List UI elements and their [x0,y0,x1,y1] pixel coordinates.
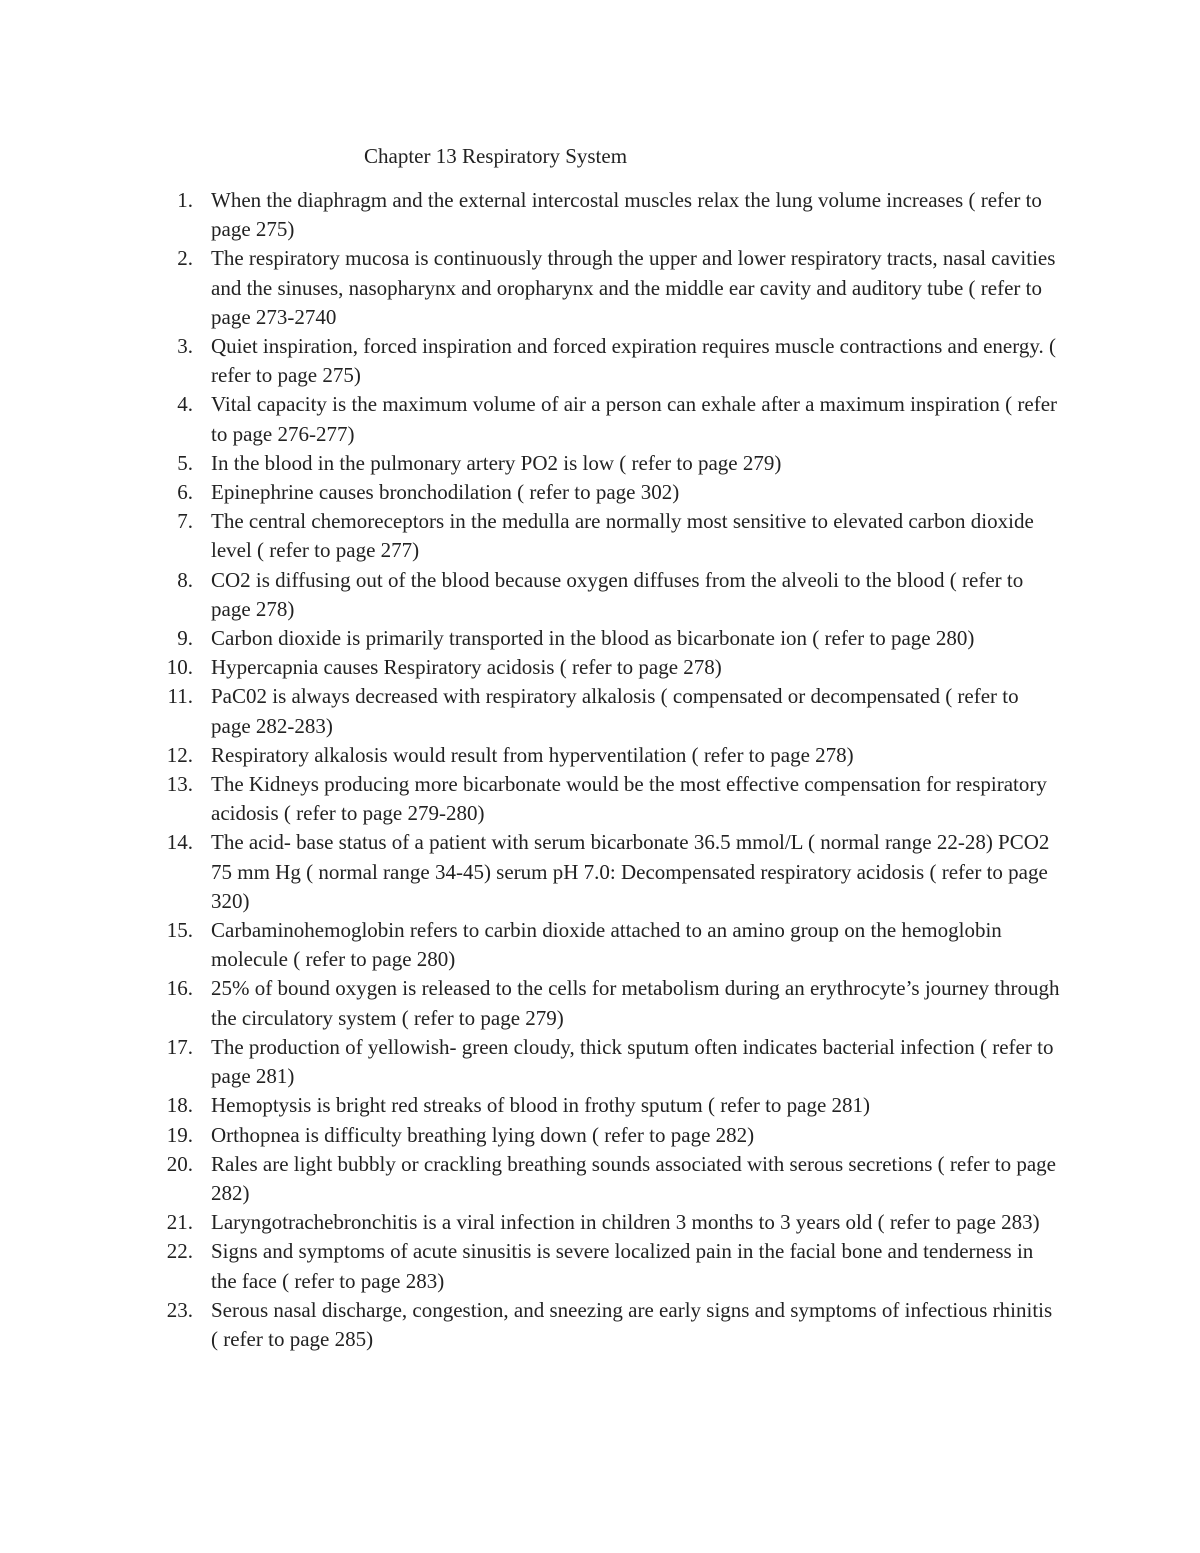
list-item [0,390,1061,448]
list-item-number: 5. [177,450,193,475]
list-item-number: 16. [166,976,193,1001]
list-item-text: PaC02 is always decreased with respiratory alkalosis ( compensated or decompensated ( refer to page 282-283) [211,684,1019,738]
list-item-number: 6. [177,480,193,505]
list-item-number: 9. [177,626,193,651]
list-item-text: CO2 is diffusing out of the blood because oxygen diffuses from the alveoli to the blood ( refer to page 278) [211,567,1024,621]
list-item [0,1237,1061,1295]
list-item-number: 22. [166,1239,193,1264]
list-item-number: 7. [177,509,193,534]
list-item-text: Signs and symptoms of acute sinusitis is severe localized pain in the facial bone and tenderness in the face ( refer to page 283) [211,1239,1034,1293]
list-item-number: 21. [166,1210,193,1235]
list-item-number: 2. [177,246,193,271]
list-item-number: 15. [166,918,193,943]
list-item-text: Hemoptysis is bright red streaks of blood in frothy sputum ( refer to page 281) [211,1093,871,1118]
list-item-text: The respiratory mucosa is continuously through the upper and lower respiratory tracts, nasal cavities and the sinuses, nasopharynx and oropharynx and the middle ear cavity and auditory tube ( refer to page 273-2740 [211,246,1056,329]
list-item-number: 12. [166,742,193,767]
list-item-number: 1. [177,188,193,212]
list-item [0,1091,1061,1120]
list-item [0,449,1061,478]
list-item-text: The production of yellowish- green cloudy, thick sputum often indicates bacterial infection ( refer to page 281) [211,1034,1054,1089]
list-item-text: In the blood in the pulmonary artery PO2 is low ( refer to page 279) [211,450,782,475]
list-item-text: The Kidneys producing more bicarbonate would be the most effective compensation for respiratory acidosis ( refer to page 279-280) [211,772,1047,826]
list-item [0,332,1061,390]
list-item-number: 3. [177,334,193,359]
list-item [0,186,1061,244]
list-item [0,1150,1061,1208]
list-item-text: Epinephrine causes bronchodilation ( refer to page 302) [211,480,680,505]
list-item [0,1121,1061,1150]
list-item-text: When the diaphragm and the external intercostal muscles relax the lung volume increases ( refer to page 275) [211,188,1042,242]
question-list [0,186,1200,1354]
list-item-text: Respiratory alkalosis would result from hyperventilation ( refer to page 278) [211,742,854,767]
list-item [0,974,1061,1032]
list-item-text: Carbon dioxide is primarily transported in the blood as bicarbonate ion ( refer to page 280) [211,626,975,651]
list-item-number: 10. [166,655,193,680]
list-item [0,1208,1061,1237]
list-item-text: Carbaminohemoglobin refers to carbin dioxide attached to an amino group on the hemoglobin molecule ( refer to page 280) [211,918,1002,972]
list-item-number: 11. [167,684,193,709]
list-item [0,624,1061,653]
list-item-text: Laryngotrachebronchitis is a viral infection in children 3 months to 3 years old ( refer to page 283) [211,1210,1040,1235]
list-item [0,507,1061,565]
list-item-number: 17. [166,1034,193,1059]
list-item-text: Serous nasal discharge, congestion, and sneezing are early signs and symptoms of infectious rhinitis ( refer to page 285) [211,1297,1053,1351]
list-item [0,741,1061,770]
list-item [0,770,1061,828]
list-item-text: Hypercapnia causes Respiratory acidosis ( refer to page 278) [211,655,722,680]
list-item-number: 4. [177,392,193,417]
list-item [0,1296,1061,1354]
list-item-text: Vital capacity is the maximum volume of air a person can exhale after a maximum inspiration ( refer to page 276-277) [211,392,1058,446]
list-item-number: 8. [177,567,193,592]
list-item-text: 25% of bound oxygen is released to the cells for metabolism during an erythrocyte’s journey through the circulatory system ( refer to page 279) [211,976,1060,1030]
list-item-text: Quiet inspiration, forced inspiration and forced expiration requires muscle contractions and energy. ( refer to page 275) [211,334,1056,388]
list-item-text: Orthopnea is difficulty breathing lying down ( refer to page 282) [211,1122,755,1147]
list-item-text: Rales are light bubbly or crackling breathing sounds associated with serous secretions ( refer to page 282) [211,1151,1056,1205]
list-item-text: The central chemoreceptors in the medulla are normally most sensitive to elevated carbon dioxide level ( refer to page 277) [211,509,1034,563]
list-item [0,244,1061,332]
list-item-number: 23. [166,1297,193,1322]
list-item-text: The acid- base status of a patient with serum bicarbonate 36.5 mmol/L ( normal range 22-28) PCO2 75 mm Hg ( normal range 34-45) serum pH 7.0: Decompensated respiratory acidosis ( refer to page 320) [211,830,1050,913]
list-item-number: 20. [166,1151,193,1176]
list-item [0,916,1061,974]
list-item-number: 13. [166,772,193,797]
list-item [0,478,1061,507]
list-item-number: 14. [166,830,193,855]
list-item-number: 19. [166,1122,193,1147]
list-item [0,566,1061,624]
list-item [0,653,1061,682]
document-title: Chapter 13 Respiratory System [364,144,628,168]
list-item [0,1033,1061,1091]
list-item [0,682,1061,740]
list-item [0,828,1061,916]
list-item-number: 18. [166,1093,193,1118]
